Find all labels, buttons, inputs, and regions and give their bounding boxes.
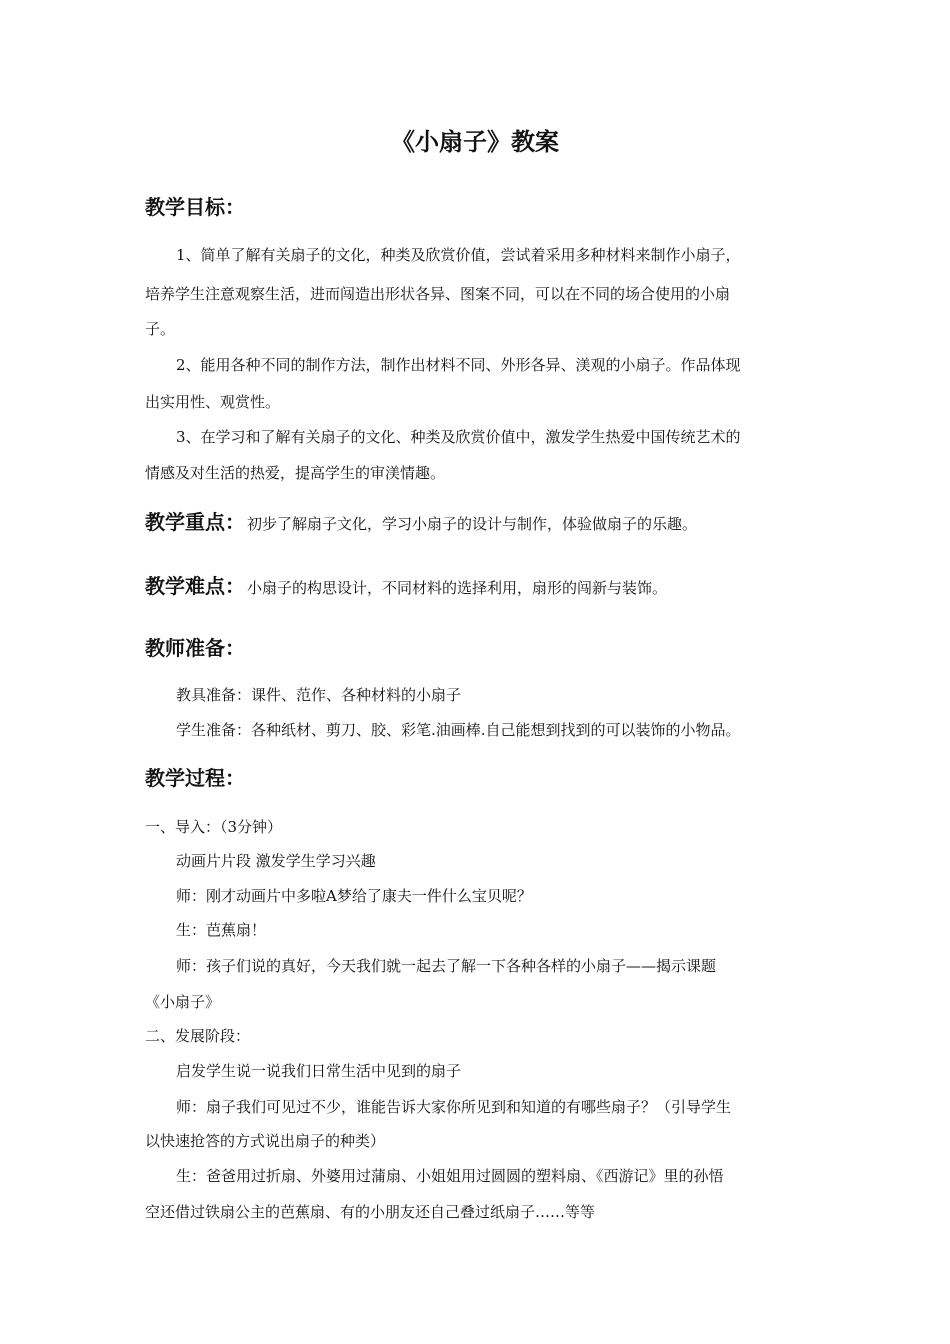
difficulties-text: 小扇子的构思设计，不同材料的选择利用，扇形的闯新与装饰。 — [247, 579, 668, 597]
section-2-line-2: 师：扇子我们可见过不少，谁能告诉大家你所见到和知道的有哪些扇子？（引导学生 — [176, 1098, 732, 1116]
preparation-heading: 教师准备： — [145, 636, 245, 660]
section-1-label: 一、导入：（3分钟） — [145, 818, 283, 836]
document-title: 《小扇子》教案 — [391, 128, 559, 156]
section-2-line-4: 生：爸爸用过折扇、外婆用过蒲扇、小姐姐用过圆圆的塑料扇、《西游记》里的孙悟 — [176, 1167, 724, 1185]
student-preparation: 学生准备：各种纸材、剪刀、胶、彩笔.油画棒.自己能想到找到的可以装饰的小物品。 — [176, 721, 741, 739]
goal-3-line-2: 情感及对生活的热爱，提高学生的审渼情趣。 — [145, 464, 446, 482]
section-2-line-5: 空还借过铁扇公主的芭蕉扇、有的小朋友还自己叠过纸扇子……等等 — [145, 1203, 596, 1221]
section-1-line-5: 《小扇子》 — [145, 993, 221, 1011]
goal-2-line-1: 2、能用各种不同的制作方法，制作出材料不同、外形各异、渼观的小扇子。作品体现 — [176, 356, 741, 374]
section-1-line-4: 师：孩子们说的真好，今天我们就一起去了解一下各种各样的小扇子——揭示课题 — [176, 957, 717, 975]
goals-heading: 教学目标： — [145, 195, 245, 219]
goal-1-line-2: 培养学生注意观察生活，进而闯造出形状各异、图案不同，可以在不同的场合使用的小扇 — [145, 285, 731, 303]
section-1-line-1: 动画片片段 激发学生学习兴趣 — [176, 852, 376, 870]
section-2-label: 二、发展阶段： — [145, 1027, 251, 1045]
key-points-text: 初步了解扇子文化，学习小扇子的设计与制作，体验做扇子的乐趣。 — [247, 515, 698, 533]
key-points-section — [145, 508, 697, 538]
section-2-line-3: 以快速抢答的方式说出扇子的种类） — [145, 1132, 386, 1150]
difficulties-heading: 教学难点： — [145, 574, 245, 598]
teacher-preparation: 教具准备：课件、范作、各种材料的小扇子 — [176, 686, 462, 704]
section-1-line-2: 师：刚才动画片中多啦A梦给了康夫一件什么宝贝呢？ — [176, 887, 532, 905]
process-heading: 教学过程： — [145, 766, 245, 790]
goal-1-line-1: 1、简单了解有关扇子的文化，种类及欣赏价值，尝试着采用多种材料来制作小扇子， — [176, 246, 741, 264]
section-1-line-3: 生：芭蕉扇！ — [176, 921, 267, 939]
section-2-line-1: 启发学生说一说我们日常生活中见到的扇子 — [176, 1062, 462, 1080]
key-points-heading: 教学重点： — [145, 510, 245, 534]
difficulties-section — [145, 572, 667, 602]
goal-2-line-2: 出实用性、观赏性。 — [145, 393, 281, 411]
goal-3-line-1: 3、在学习和了解有关扇子的文化、种类及欣赏价值中，激发学生热爱中国传统艺术的 — [176, 428, 741, 446]
goal-1-line-3: 子。 — [145, 320, 176, 338]
